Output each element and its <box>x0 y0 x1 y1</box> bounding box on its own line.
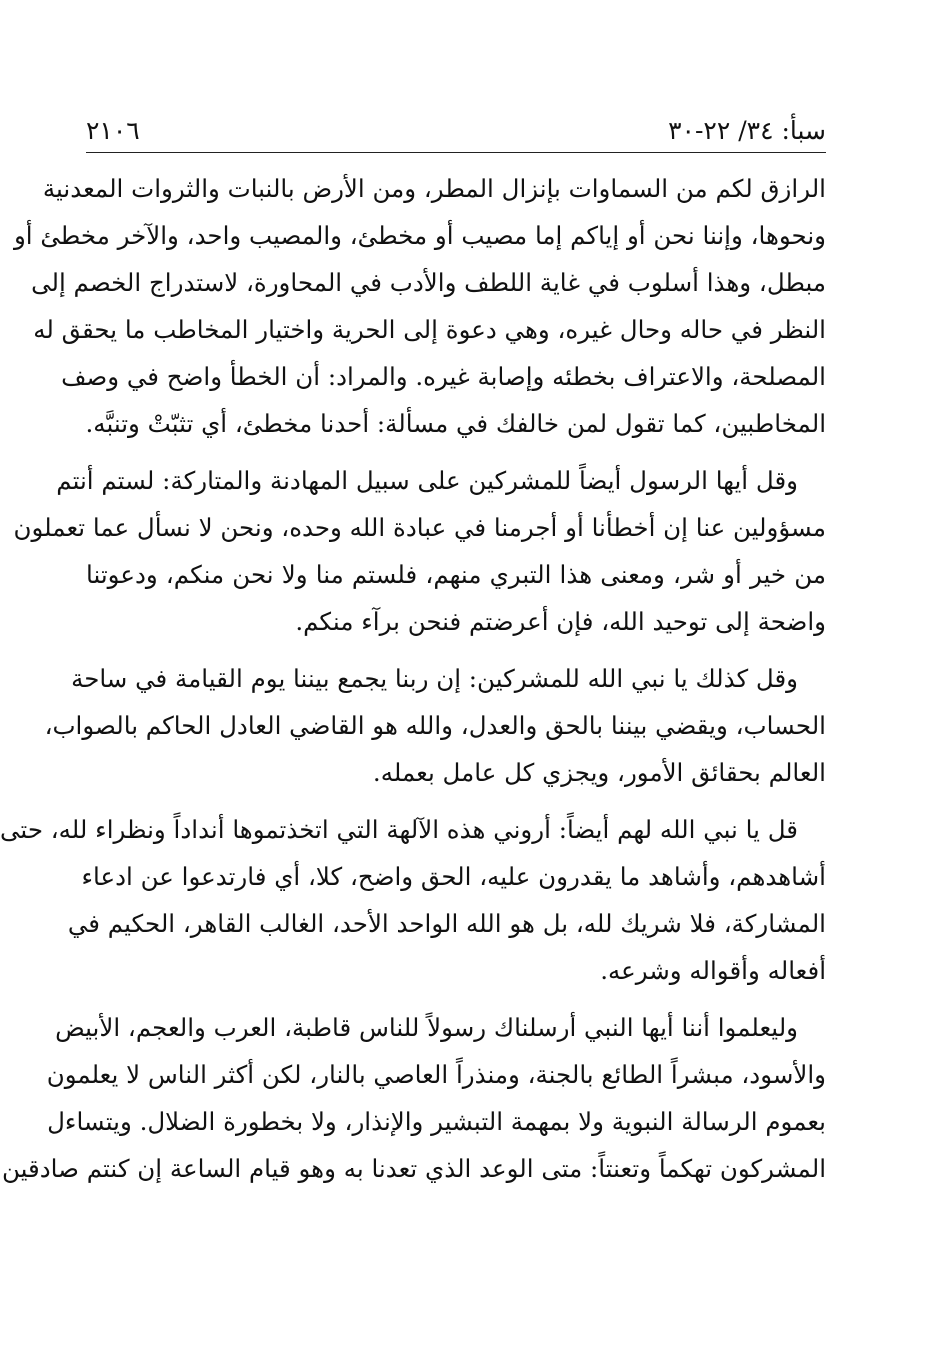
text-line: بعموم الرسالة النبوية ولا بمهمة التبشير والإنذار، ولا بخطورة الضلال. ويتساءل <box>47 1107 826 1136</box>
text-line: وقل كذلك يا نبي الله للمشركين: إن ربنا يجمع بيننا يوم القيامة في ساحة <box>71 664 798 693</box>
document-page <box>0 112 826 1202</box>
text-line: ونحوها، وإننا نحن أو إياكم إما مصيب أو مخطئ، والمصيب واحد، والآخر مخطئ أو <box>13 221 826 250</box>
text-line: المصلحة، والاعتراف بخطئه وإصابة غيره. والمراد: أن الخطأ واضح في وصف <box>61 362 826 391</box>
text-line: الحساب، ويقضي بيننا بالحق والعدل، والله هو القاضي العادل الحاكم بالصواب، <box>44 711 826 740</box>
page-number: ٢١٠٦ <box>86 116 140 145</box>
text-line: من خير أو شر، ومعنى هذا التبري منهم، فلستم منا ولا نحن منكم، ودعوتنا <box>86 560 826 589</box>
running-header <box>86 112 826 153</box>
text-line: مسؤولين عنا إن أخطأنا أو أجرمنا في عبادة الله وحده، ونحن لا نسأل عما تعملون <box>13 513 826 542</box>
text-line: المخاطبين، كما تقول لمن خالفك في مسألة: أحدنا مخطئ، أي تثبّتْ وتنبَّه. <box>85 409 826 438</box>
text-line: النظر في حاله وحال غيره، وهي دعوة إلى الحرية واختيار المخاطب ما يحقق له <box>33 315 826 344</box>
text-line: المشركون تهكماً وتعنتاً: متى الوعد الذي تعدنا به وهو قيام الساعة إن كنتم صادقين <box>2 1154 826 1183</box>
text-line: العالم بحقائق الأمور، ويجزي كل عامل بعمله. <box>372 758 826 787</box>
paragraph-1 <box>13 165 826 447</box>
text-line: مبطل، وهذا أسلوب في غاية اللطف والأدب في المحاورة، لاستدراج الخصم إلى <box>31 268 826 297</box>
text-line: أشاهدهم، وأشاهد ما يقدرون عليه، الحق واضح، كلا، أي فارتدعوا عن ادعاء <box>81 862 826 891</box>
text-line: وقل أيها الرسول أيضاً للمشركين على سبيل المهادنة والمتاركة: لستم أنتم <box>56 466 798 495</box>
body-text <box>0 165 826 1192</box>
text-line: الرازق لكم من السماوات بإنزال المطر، ومن الأرض بالنبات والثروات المعدنية <box>42 174 826 203</box>
paragraph-5 <box>2 1004 826 1192</box>
paragraph-2 <box>13 457 826 645</box>
text-line: أفعاله وأقواله وشرعه. <box>600 956 826 985</box>
paragraph-4 <box>0 806 826 994</box>
paragraph-3 <box>44 655 826 796</box>
text-line: والأسود، مبشراً الطائع بالجنة، ومنذراً العاصي بالنار، لكن أكثر الناس لا يعلمون <box>46 1060 826 1089</box>
text-line: قل يا نبي الله لهم أيضاً: أروني هذه الآلهة التي اتخذتموها أنداداً ونظراء لله، حتى <box>0 815 798 844</box>
header-title: سبأ: ٣٤/ ٢٢-٣٠ <box>668 116 826 145</box>
text-line: وليعلموا أننا أيها النبي أرسلناك رسولاً للناس قاطبة، العرب والعجم، الأبيض <box>55 1013 798 1042</box>
text-line: المشاركة، فلا شريك لله، بل هو الله الواحد الأحد، الغالب القاهر، الحكيم في <box>67 909 826 938</box>
text-line: واضحة إلى توحيد الله، فإن أعرضتم فنحن برآء منكم. <box>295 607 826 636</box>
